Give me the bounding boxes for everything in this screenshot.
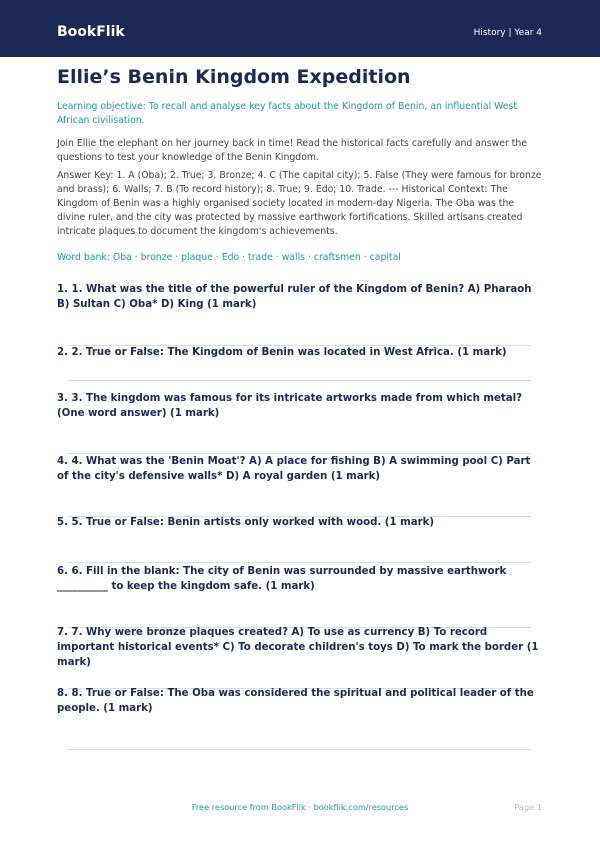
question-3: 3. 3. The kingdom was famous for its intricate artworks made from which metal? (One word answer) (1 mark) xyxy=(57,393,523,419)
question-8: 8. 8. True or False: The Oba was considered the spiritual and political leader of the people. (1 mark) xyxy=(57,688,534,714)
learning-objective: Learning objective: To recall and analyse key facts about the Kingdom of Benin, an influential West African civilisation. xyxy=(57,101,518,126)
question-4: 4. 4. What was the 'Benin Moat'? A) A place for fishing B) A swimming pool C) Part of the city's defensive walls* D) A royal garden (1 mark) xyxy=(57,456,531,482)
footer-text: Free resource from BookFlik · bookflik.com/resources xyxy=(191,802,409,812)
page-title: Ellie’s Benin Kingdom Expedition xyxy=(57,66,411,88)
question-6: 6. 6. Fill in the blank: The city of Benin was surrounded by massive earthwork __________ to keep the kingdom safe. (1 mark) xyxy=(57,566,507,592)
header-bar xyxy=(0,0,600,57)
answer-line-8[interactable] xyxy=(68,749,531,750)
subject-label: History | Year 4 xyxy=(473,28,542,38)
question-2: 2. 2. True or False: The Kingdom of Benin was located in West Africa. (1 mark) xyxy=(57,347,507,358)
page-number: Page 1 xyxy=(514,802,542,812)
question-7: 7. 7. Why were bronze plaques created? A) To use as currency B) To record important historical events* C) To decorate children's toys D) To mark the border (1 mark) xyxy=(57,627,539,668)
question-1: 1. 1. What was the title of the powerful ruler of the Kingdom of Benin? A) Pharaoh B) Sultan C) Oba* D) King (1 mark) xyxy=(57,284,532,310)
question-5: 5. 5. True or False: Benin artists only worked with wood. (1 mark) xyxy=(57,517,435,528)
intro-text: Join Ellie the elephant on her journey back in time! Read the historical facts carefully and answer the questions to test your knowledge of the Benin Kingdom. xyxy=(57,138,527,163)
answer-line-5[interactable] xyxy=(68,562,531,563)
answer-key: Answer Key: 1. A (Oba); 2. True; 3. Bronze; 4. C (The capital city); 5. False (They were famous for bronze and brass); 6. Walls; 7. B (To record history); 8. True; 9. Edo; 10. Trade. --- Historical Context: The Kingdom of Benin was a highly organised society located in modern-day Nigeria. The Oba was the divine ruler, and the city was protected by massive earthwork fortifications. Skilled artisans created intricate plaques to document the kingdom's achievements. xyxy=(57,170,542,237)
word-bank: Word bank: Oba · bronze · plaque · Edo · trade · walls · craftsmen · capital xyxy=(57,252,401,263)
brand-logo: BookFlik xyxy=(57,24,125,40)
answer-line-2[interactable] xyxy=(68,380,531,381)
